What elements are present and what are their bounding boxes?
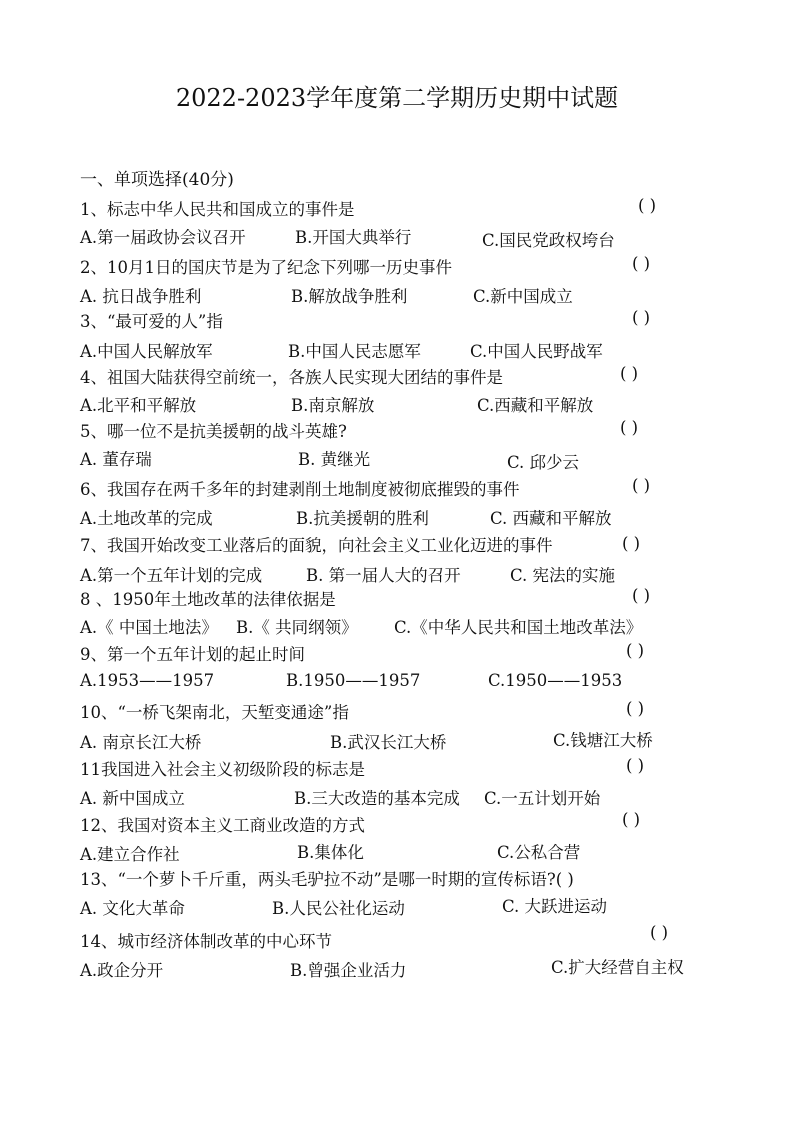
q11-option-c: C.一五计划开始 [484,789,601,808]
page-title: 2022-2023学年度第二学期历史期中试题 [175,84,619,112]
q8-option-b: B.《 共同纲领》 [236,618,358,637]
question-11: 11我国进入社会主义初级阶段的标志是 [80,760,365,779]
q10-option-a: A. 南京长江大桥 [80,733,202,752]
section-heading: 一、单项选择(40分) [80,170,234,190]
answer-blank-8[interactable]: ( ) [632,586,651,605]
answer-blank-3[interactable]: ( ) [632,308,651,327]
q11-option-b: B.三大改造的基本完成 [294,789,460,808]
question-8: 8 、1950年土地改革的法律依据是 [80,590,336,609]
answer-blank-1[interactable]: ( ) [638,196,657,215]
question-1: 1、标志中华人民共和国成立的事件是 [80,200,355,219]
q4-option-b: B.南京解放 [291,396,375,415]
question-4: 4、祖国大陆获得空前统一，各族人民实现大团结的事件是 [80,368,503,387]
q9-option-a: A.1953——1957 [80,671,215,690]
answer-blank-12[interactable]: ( ) [622,810,641,829]
q7-option-b: B. 第一届人大的召开 [306,566,461,585]
q6-option-a: A.土地改革的完成 [80,509,213,528]
q3-option-b: B.中国人民志愿军 [288,342,421,361]
q11-option-a: A. 新中国成立 [80,789,185,808]
q14-option-a: A.政企分开 [80,961,164,980]
q1-option-b: B.开国大典举行 [295,228,412,247]
q13-option-a: A. 文化大革命 [80,899,185,918]
question-14: 14、城市经济体制改革的中心环节 [80,932,332,951]
question-5: 5、哪一位不是抗美援朝的战斗英雄? [80,422,347,441]
question-12: 12、我国对资本主义工商业改造的方式 [80,816,365,835]
question-10: 10、“一桥飞架南北，天堑变通途”指 [80,703,349,722]
q1-option-a: A.第一届政协会议召开 [80,228,246,247]
question-9: 9、第一个五年计划的起止时间 [80,645,305,664]
answer-blank-5[interactable]: ( ) [620,418,639,437]
q6-option-c: C. 西藏和平解放 [490,509,612,528]
q3-option-a: A.中国人民解放军 [80,342,213,361]
q2-option-a: A. 抗日战争胜利 [80,287,202,306]
q5-option-b: B. 黄继光 [298,450,371,469]
q13-option-b: B.人民公社化运动 [272,899,405,918]
q12-option-b: B.集体化 [297,843,364,862]
q3-option-c: C.中国人民野战军 [470,342,603,361]
q14-option-b: B.曾强企业活力 [290,961,407,980]
q12-option-a: A.建立合作社 [80,845,180,864]
q8-option-c: C.《中华人民共和国土地改革法》 [394,618,643,637]
q4-option-a: A.北平和平解放 [80,396,197,415]
q8-option-a: A.《 中国土地法》 [80,618,218,637]
q10-option-c: C.钱塘江大桥 [553,731,653,750]
answer-blank-6[interactable]: ( ) [632,476,651,495]
answer-blank-7[interactable]: ( ) [622,534,641,553]
question-6: 6、我国存在两千多年的封建剥削土地制度被彻底摧毁的事件 [80,480,520,499]
q9-option-b: B.1950——1957 [286,671,421,690]
question-2: 2、10月1日的国庆节是为了纪念下列哪一历史事件 [80,258,452,277]
question-13: 13、“一个萝卜千斤重，两头毛驴拉不动”是哪一时期的宣传标语?( ) [80,870,574,889]
question-7: 7、我国开始改变工业落后的面貌，向社会主义工业化迈进的事件 [80,536,553,555]
q14-option-c: C.扩大经营自主权 [551,958,684,977]
q12-option-c: C.公私合营 [497,843,581,862]
q9-option-c: C.1950——1953 [488,671,623,690]
q5-option-a: A. 董存瑞 [80,450,152,469]
q1-option-c: C.国民党政权垮台 [482,231,615,250]
q4-option-c: C.西藏和平解放 [477,396,594,415]
q13-option-c: C. 大跃进运动 [502,897,608,916]
q10-option-b: B.武汉长江大桥 [330,733,447,752]
q7-option-c: C. 宪法的实施 [510,566,616,585]
q7-option-a: A.第一个五年计划的完成 [80,566,263,585]
q2-option-b: B.解放战争胜利 [291,287,408,306]
q6-option-b: B.抗美援朝的胜利 [296,509,429,528]
answer-blank-11[interactable]: ( ) [626,756,645,775]
answer-blank-9[interactable]: ( ) [626,641,645,660]
question-3: 3、“最可爱的人”指 [80,312,223,331]
answer-blank-10[interactable]: ( ) [626,699,645,718]
q2-option-c: C.新中国成立 [473,287,573,306]
answer-blank-14[interactable]: ( ) [650,923,669,942]
q5-option-c: C. 邱少云 [507,453,580,472]
answer-blank-2[interactable]: ( ) [632,254,651,273]
answer-blank-4[interactable]: ( ) [620,364,639,383]
